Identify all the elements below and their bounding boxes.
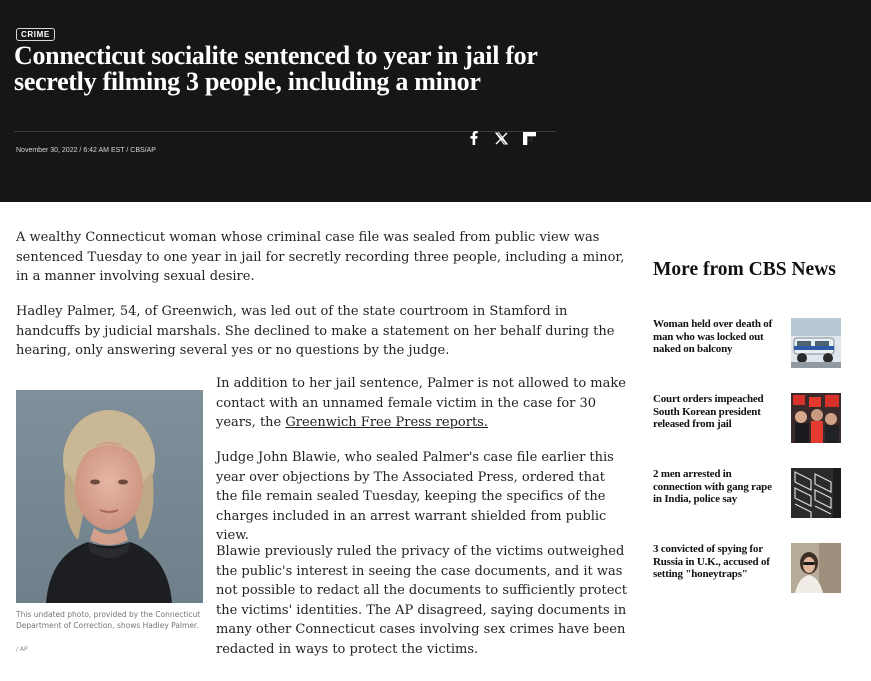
x-icon	[495, 132, 508, 145]
related-story-thumbnail	[791, 543, 841, 593]
flipboard-icon	[523, 132, 536, 145]
article-paragraph	[216, 374, 630, 433]
flipboard-share-button[interactable]	[521, 130, 537, 146]
article-paragraph: A wealthy Connecticut woman whose criminal case file was sealed from public view was sentenced Tuesday to one year in jail for secretly recording three people, including a minor, in a manner involving sexual desire.	[16, 230, 625, 285]
facebook-share-button[interactable]	[466, 130, 482, 146]
related-story[interactable]	[653, 318, 843, 370]
related-story[interactable]	[653, 543, 843, 595]
more-from-title: More from CBS News	[653, 259, 836, 280]
article-hero	[0, 0, 871, 202]
paragraph-text: In addition to her jail sentence, Palmer is not allowed to make contact with an unnamed female victim in the case for 30 years, the	[216, 376, 626, 431]
photo-credit: / AP	[16, 646, 28, 653]
article-photo[interactable]	[16, 390, 203, 603]
photo-caption: This undated photo, provided by the Connecticut Department of Correction, shows Hadley Palmer.	[16, 610, 201, 630]
byline: November 30, 2022 / 6:42 AM EST / CBS/AP	[16, 147, 156, 154]
related-story-title: Woman held over death of man who was locked out naked on balcony	[653, 318, 773, 355]
related-story[interactable]	[653, 468, 843, 520]
related-story-title: Court orders impeached South Korean president released from jail	[653, 393, 764, 430]
related-story-thumbnail	[791, 318, 841, 368]
category-badge[interactable]: CRIME	[16, 28, 55, 41]
related-story[interactable]	[653, 393, 843, 445]
x-share-button[interactable]	[493, 130, 509, 146]
related-story-thumbnail	[791, 393, 841, 443]
mugshot-image	[16, 390, 203, 603]
related-story-title: 2 men arrested in connection with gang rape in India, police say	[653, 468, 772, 505]
greenwich-free-press-link[interactable]: Greenwich Free Press reports.	[285, 415, 488, 431]
article-paragraph: Blawie previously ruled the privacy of the victims outweighed the public's interest in seeing the case documents, and it was not possible to redact all the documents to sufficiently protect the victims' identities. The AP disagreed, saying documents in many other Connecticut cases involving sex crimes have been redacted in ways to protect the victims.	[216, 544, 627, 657]
article-paragraph: Hadley Palmer, 54, of Greenwich, was led out of the state courtroom in Stamford in handcuffs by judicial marshals. She declined to make a statement on her behalf during the hearing, only answering several yes or no questions by the judge.	[16, 304, 615, 359]
headline: Connecticut socialite sentenced to year in jail for secretly filming 3 people, including a minor	[14, 41, 538, 96]
related-story-thumbnail	[791, 468, 841, 518]
related-story-title: 3 convicted of spying for Russia in U.K., accused of setting "honeytraps"	[653, 543, 770, 580]
article-paragraph: Judge John Blawie, who sealed Palmer's case file earlier this year over objections by The Associated Press, ordered that the file remain sealed Tuesday, keeping the specifics of the charges included in an arrest warrant shielded from public view.	[216, 450, 614, 544]
facebook-icon	[470, 131, 478, 145]
